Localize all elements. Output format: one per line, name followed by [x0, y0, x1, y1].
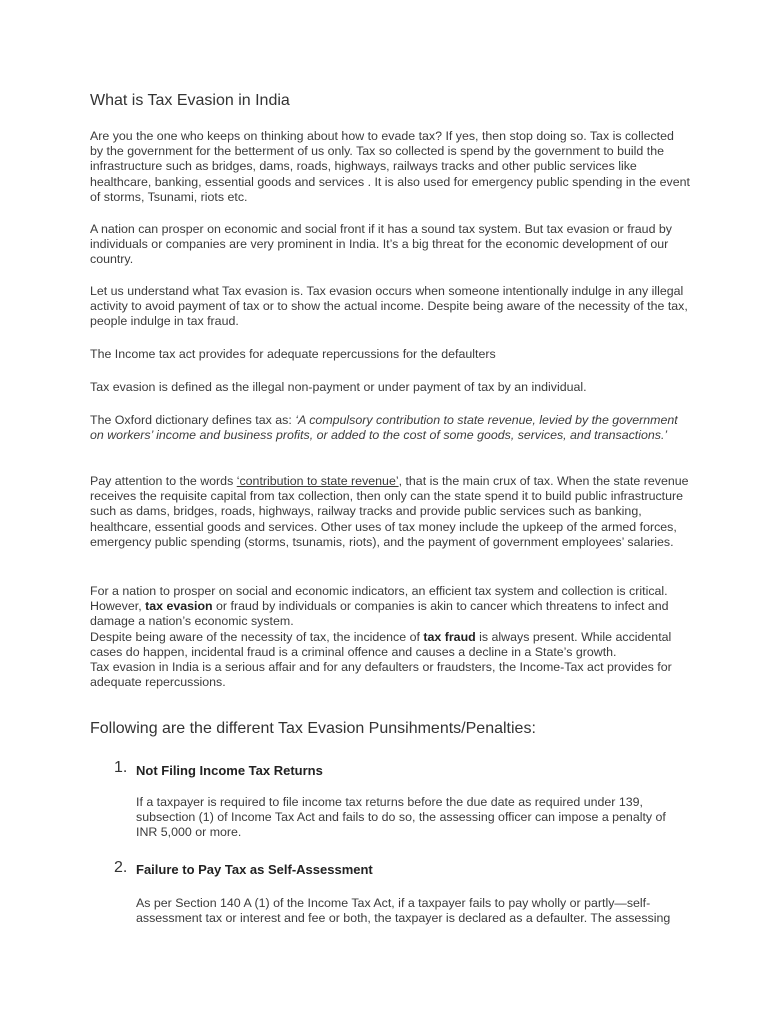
bold-tax-evasion: tax evasion: [145, 599, 213, 614]
page-title: What is Tax Evasion in India: [90, 92, 290, 109]
prosper-text-d: is always present. While accidental cases do happen, incidental fraud is a criminal offence and causes a decline in a State’s growth.: [90, 629, 672, 659]
list-number-1: 1.: [114, 759, 128, 776]
paragraph-prosper: [90, 584, 690, 690]
paragraph-state-revenue: [90, 474, 690, 550]
paragraph-nation: A nation can prosper on economic and social front if it has a sound tax system. But tax evasion or fraud by individuals or companies are very prominent in India. It’s a big threat for the economic development of our country.: [90, 222, 672, 267]
prosper-text-c: Despite being aware of the necessity of tax, the incidence of: [90, 629, 424, 644]
state-revenue-link[interactable]: ‘contribution to state revenue’: [236, 474, 399, 488]
oxford-quote: ‘A compulsory contribution to state revenue, levied by the government on workers’ income and business profits, or added to the cost of some goods, services, and transactions.’: [90, 413, 678, 443]
paragraph-oxford: [90, 413, 690, 443]
bold-tax-fraud: tax fraud: [423, 629, 476, 644]
prosper-text-e: Tax evasion in India is a serious affair and for any defaulters or fraudsters, the Income-Tax act provides for adequate repercussions.: [90, 660, 672, 690]
state-revenue-pre: Pay attention to the words: [90, 474, 237, 488]
paragraph-intro: Are you the one who keeps on thinking about how to evade tax? If yes, then stop doing so. Tax is collected by the government for the betterment of us only. Tax so collected is spend by the government to build the infrastructure such as bridges, dams, roads, highways, railways tracks and other public services like healthcare, banking, essential goods and services . It is also used for emergency public spending in the event of storms, Tsunami, riots etc.: [90, 129, 690, 204]
list-number-2: 2.: [114, 859, 128, 876]
prosper-text-b: or fraud by individuals or companies is akin to cancer which threatens to infect and damage a nation’s economic system.: [90, 599, 669, 629]
paragraph-income-tax-act: The Income tax act provides for adequate repercussions for the defaulters: [90, 347, 496, 361]
list-body-2: As per Section 140 A (1) of the Income Tax Act, if a taxpayer fails to pay wholly or partly—self-assessment tax or interest and fee or both, the taxpayer is declared as a defaulter. The assessing: [136, 896, 671, 926]
oxford-intro: The Oxford dictionary defines tax as:: [90, 413, 296, 427]
prosper-text-a: For a nation to prosper on social and economic indicators, an efficient tax system and collection is critical. However,: [90, 584, 668, 614]
section-heading-penalties: Following are the different Tax Evasion Punsihments/Penalties:: [90, 720, 536, 737]
list-title-2: Failure to Pay Tax as Self-Assessment: [136, 862, 373, 877]
paragraph-definition: Let us understand what Tax evasion is. Tax evasion occurs when someone intentionally indulge in any illegal activity to avoid payment of tax or to show the actual income. Despite being aware of the necessity of the tax, people indulge in tax fraud.: [90, 284, 688, 329]
state-revenue-post: , that is the main crux of tax. When the state revenue receives the requisite capital from tax collection, then only can the state spend it to build public infrastructure such as dams, bridges, roads, highways, railway tracks and provide public services such as banking, healthcare, essential goods and services. Other uses of tax money include the upkeep of the armed forces, emergency public spending (storms, tsunamis, riots), and the payment of government employees’ salaries.: [90, 474, 689, 549]
paragraph-tax-evasion-defined: Tax evasion is defined as the illegal non-payment or under payment of tax by an individual.: [90, 380, 587, 394]
list-title-1: Not Filing Income Tax Returns: [136, 763, 323, 778]
list-body-1: If a taxpayer is required to file income tax returns before the due date as required under 139, subsection (1) of Income Tax Act and fails to do so, the assessing officer can impose a penalty of INR 5,000 or more.: [136, 795, 666, 840]
